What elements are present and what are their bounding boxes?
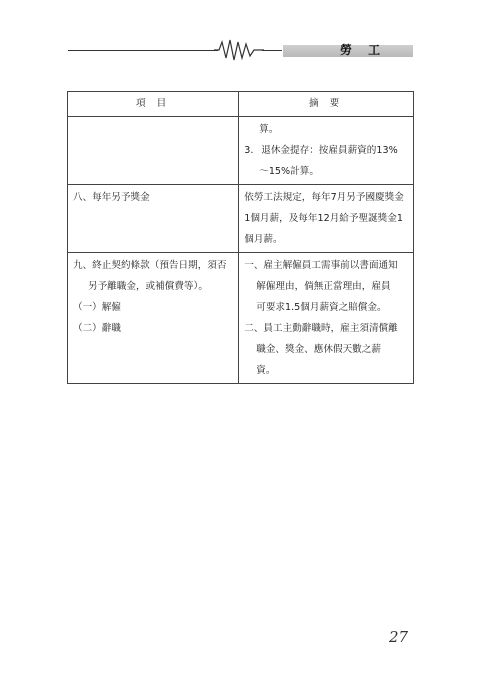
header-summary: 摘 要 — [239, 92, 414, 117]
summary-cell — [239, 117, 414, 185]
summary-line: 職金、獎金、應休假天數之薪 — [256, 344, 381, 355]
summary-line: 解僱理由，倘無正當理由，雇員 — [256, 281, 391, 292]
item-line: 八、每年另予獎金 — [73, 192, 150, 203]
summary-line: 可要求1.5個月薪資之賠償金。 — [256, 302, 387, 313]
table-row — [68, 253, 414, 384]
table-row — [68, 185, 414, 253]
header-rule-right — [262, 50, 282, 51]
zigzag-ornament-icon — [214, 38, 264, 62]
summary-line: 3. 退休金提存：按雇員薪資的13% — [244, 145, 398, 156]
summary-line: 一、雇主解僱員工需事前以書面通知 — [244, 260, 398, 271]
summary-line: 算。 — [259, 124, 279, 135]
header-rule-left — [68, 50, 218, 51]
section-tag-label: 勞 工 — [340, 43, 387, 57]
summary-line: 1個月薪，及每年12月給予聖誕獎金1 — [244, 213, 403, 224]
summary-table — [67, 91, 414, 384]
summary-line: ～15%計算。 — [259, 166, 319, 177]
item-line: 九、終止契約條款（預告日期，須否 — [73, 260, 227, 271]
item-line: （二）辭職 — [73, 323, 121, 334]
summary-line: 二、員工主動辭職時，雇主須清償離 — [244, 323, 398, 334]
item-line: 另予離職金，或補償費等）。 — [88, 281, 208, 292]
page-number: 27 — [389, 628, 409, 646]
summary-line: 依勞工法規定，每年7月另予國慶獎金 — [244, 192, 404, 203]
summary-cell — [239, 253, 414, 384]
item-line: （一）解僱 — [73, 302, 121, 313]
header-item: 項 目 — [68, 92, 239, 117]
summary-line: 個月薪。 — [244, 234, 283, 245]
table-row — [68, 117, 414, 185]
summary-line: 資。 — [256, 365, 276, 376]
item-cell — [68, 185, 239, 253]
item-cell — [68, 253, 239, 384]
item-cell — [68, 117, 239, 185]
table-header-row — [68, 92, 414, 117]
summary-cell — [239, 185, 414, 253]
